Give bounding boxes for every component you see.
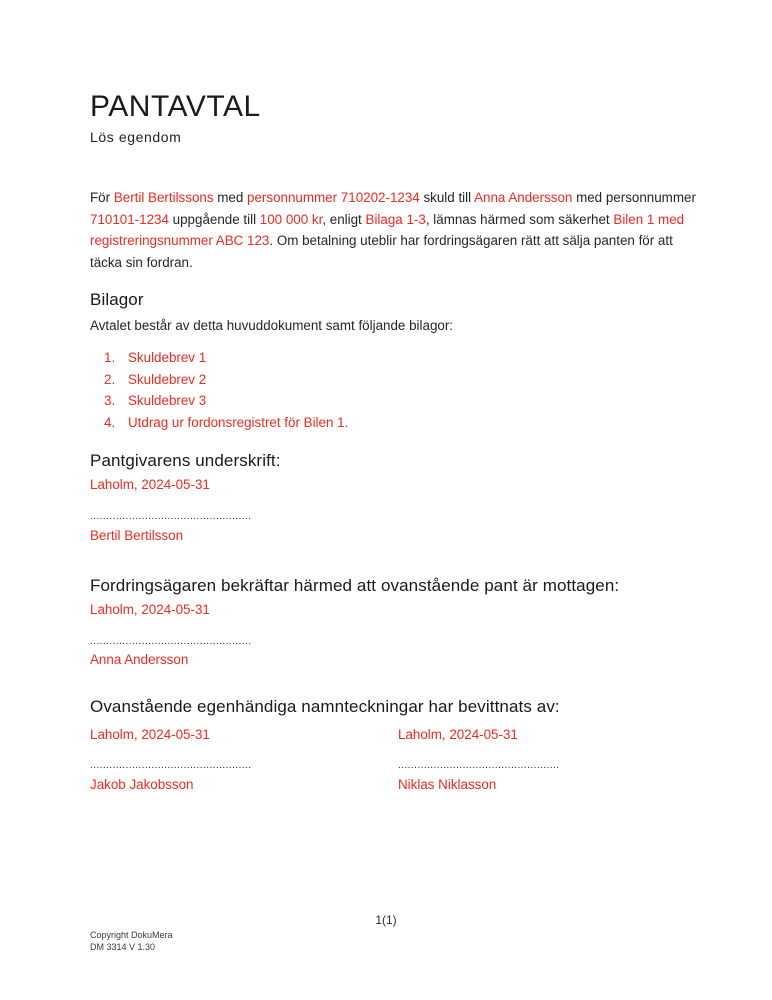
attachments-heading: Bilagor (90, 290, 144, 309)
attachment-label: Skuldebrev 2 (128, 371, 207, 387)
witness-right-signature-line: .................................................. (398, 760, 560, 771)
document-title: PANTAVTAL (90, 90, 261, 123)
witness-right-name: Niklas Niklasson (398, 777, 497, 792)
page-number: 1(1) (375, 913, 397, 927)
variable-field: Anna Andersson (474, 190, 573, 205)
text-segment: med (213, 190, 248, 205)
document-subtitle: Lös egendom (90, 129, 182, 145)
pledgor-signature-line: .................................................. (90, 511, 252, 522)
attachment-item (104, 372, 348, 394)
text-segment: med personnummer (572, 190, 696, 205)
creditor-signature-line: .................................................. (90, 636, 252, 647)
witness-left-name: Jakob Jakobsson (90, 777, 194, 792)
text-segment: , lämnas härmed som säkerhet (425, 211, 614, 227)
witness-left-place-date: Laholm, 2024-05-31 (90, 727, 210, 742)
witness-left-signature-line: .................................................. (90, 760, 252, 771)
creditor-place-date: Laholm, 2024-05-31 (90, 602, 210, 617)
attachment-item (104, 393, 348, 415)
creditor-name: Anna Andersson (90, 652, 189, 667)
text-segment: skuld till (419, 190, 475, 205)
text-segment: , enligt (322, 211, 366, 227)
attachment-number: 3. (104, 393, 116, 408)
variable-field: Bertil Bertilssons (113, 190, 214, 205)
variable-field: 710101-1234 (90, 211, 169, 227)
attachment-list (104, 350, 348, 436)
pledgor-signature-heading: Pantgivarens underskrift: (90, 451, 281, 470)
witnesses-heading: Ovanstående egenhändiga namnteckningar har bevittnats av: (90, 697, 560, 716)
text-segment: För (90, 190, 114, 205)
attachment-label: Skuldebrev 1 (128, 350, 207, 365)
variable-field: 100 000 kr (259, 211, 323, 227)
attachment-number: 1. (104, 350, 116, 365)
creditor-confirmation-heading: Fordringsägaren bekräftar härmed att ovanstående pant är mottagen: (90, 576, 620, 595)
variable-field: Bilen 1 med registreringsnummer ABC 123 (90, 211, 685, 249)
pledgor-name: Bertil Bertilsson (90, 528, 184, 543)
intro-paragraph (90, 187, 708, 273)
text-segment: uppgående till (168, 211, 260, 227)
text-segment: . Om betalning uteblir har fordringsägaren rätt att sälja panten för att täcka sin fordran. (90, 233, 673, 270)
attachment-item (104, 415, 348, 437)
pledgor-place-date: Laholm, 2024-05-31 (90, 477, 210, 492)
variable-field: Bilaga 1-3 (365, 211, 426, 227)
footer-copyright (90, 930, 173, 953)
variable-field: personnummer 710202-1234 (247, 190, 420, 205)
attachment-number: 4. (104, 414, 116, 430)
attachment-label: Utdrag ur fordonsregistret för Bilen 1. (128, 414, 349, 430)
attachment-item (104, 350, 348, 372)
attachments-intro: Avtalet består av detta huvuddokument samt följande bilagor: (90, 318, 454, 333)
footer-copyright-line1: Copyright DokuMera (90, 930, 173, 940)
attachment-number: 2. (104, 371, 116, 387)
footer-version-line: DM 3314 V 1.30 (90, 941, 156, 952)
attachment-label: Skuldebrev 3 (128, 393, 207, 408)
witness-right-place-date: Laholm, 2024-05-31 (398, 727, 518, 742)
